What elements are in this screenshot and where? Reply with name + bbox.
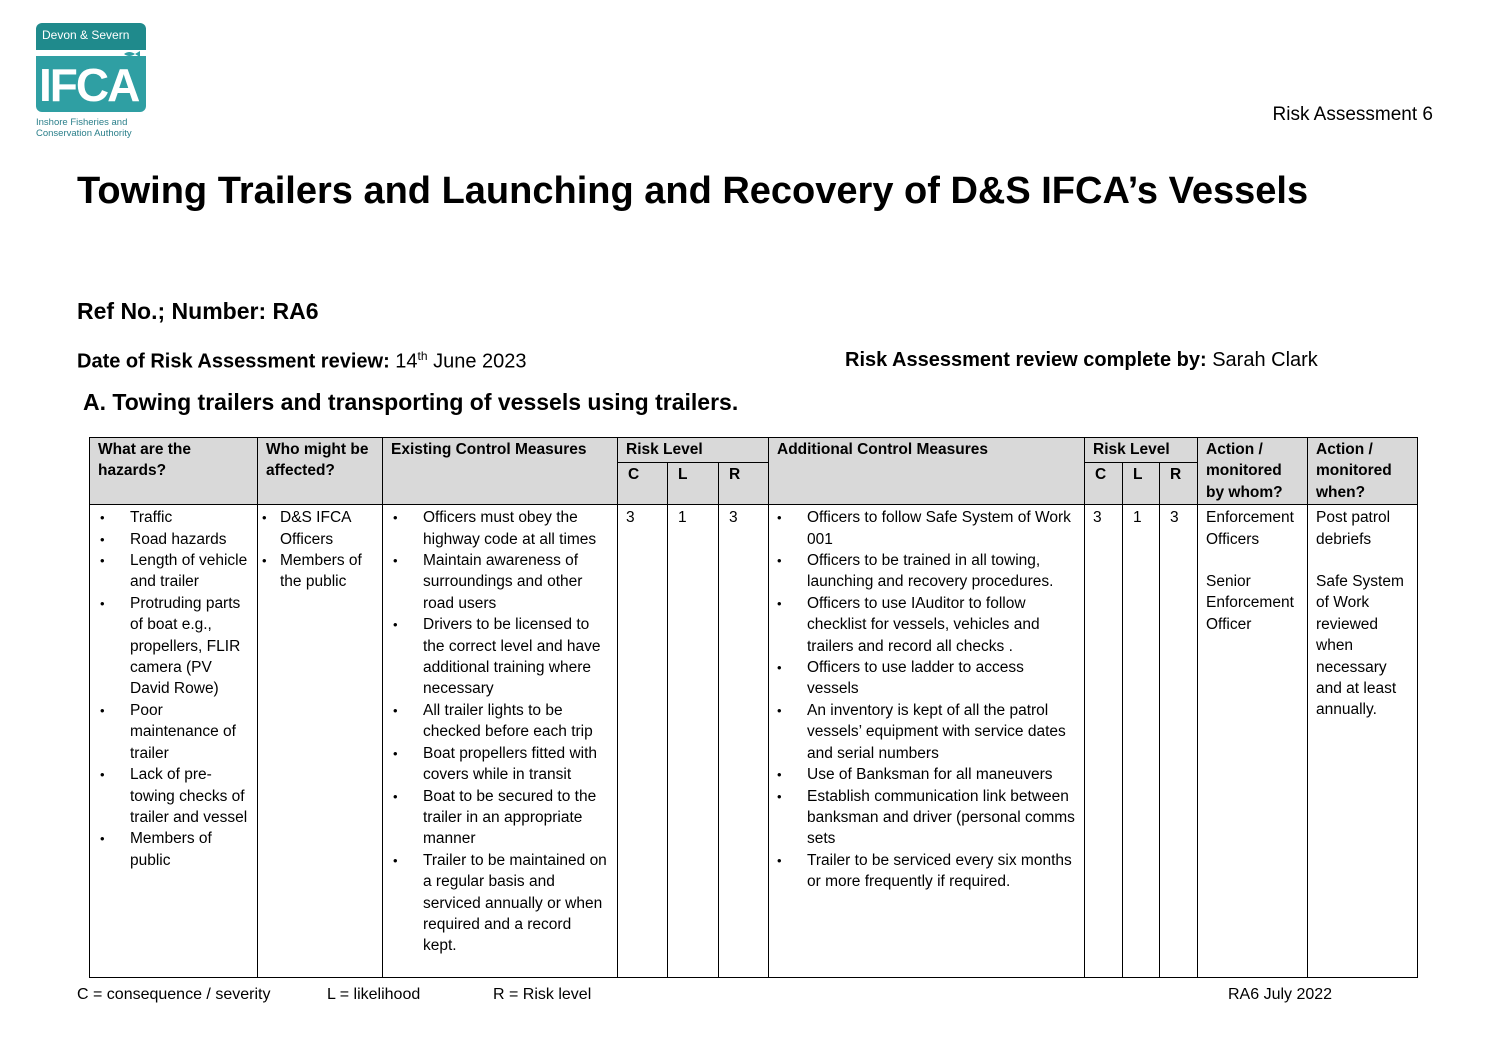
logo-main-text: IFCA <box>39 59 139 111</box>
risk-assessment-table <box>89 437 1418 978</box>
review-by-label: Risk Assessment review complete by: <box>845 349 1207 371</box>
footer-doc-ref: RA6 July 2022 <box>1228 986 1333 1003</box>
header-risk-level: Risk Level <box>618 438 769 463</box>
action-who-2: Senior Enforcement Officer <box>1206 573 1294 633</box>
logo-sub-line1: Inshore Fisheries and <box>36 117 128 128</box>
header-l-2: L <box>1123 462 1160 505</box>
additional-measures-list <box>775 507 1076 892</box>
review-date-rest: June 2023 <box>433 350 527 373</box>
review-by <box>845 349 1318 372</box>
cell-additional <box>769 505 1085 978</box>
header-l: L <box>668 462 719 505</box>
cell-risk1-r: 3 <box>719 505 769 978</box>
list-item: • Officers to use IAuditor to follow checklist for vessels, vehicles and trailers and record all checks . <box>775 593 1076 657</box>
header-affected: Who might be affected? <box>258 438 383 505</box>
review-date-day: 14 <box>395 350 418 373</box>
header-risk-level-2: Risk Level <box>1085 438 1198 463</box>
list-item: • Boat propellers fitted with covers while in transit <box>391 743 609 786</box>
list-item: • Lack of pre-towing checks of trailer and vessel <box>98 764 249 828</box>
list-item: • Establish communication link between banksman and driver (personal comms sets <box>775 786 1076 850</box>
existing-measures-list <box>391 507 609 957</box>
list-item: • All trailer lights to be checked before each trip <box>391 700 609 743</box>
action-who-1: Enforcement Officers <box>1206 509 1294 548</box>
header-action-who: Action / monitored by whom? <box>1198 438 1308 505</box>
action-when-1: Post patrol debriefs <box>1316 509 1391 548</box>
header-hazards: What are the hazards? <box>90 438 258 505</box>
logo-main <box>36 56 146 112</box>
list-item: • Officers to be trained in all towing, launching and recovery procedures. <box>775 550 1076 593</box>
cell-risk2-c: 3 <box>1085 505 1123 978</box>
list-item: • Members of the public <box>262 550 374 593</box>
logo-subtitle <box>36 117 156 139</box>
list-item: • Members of public <box>98 828 249 871</box>
logo-banner <box>36 23 146 50</box>
cell-action-who <box>1198 505 1308 978</box>
cell-risk1-l: 1 <box>668 505 719 978</box>
list-item: • Maintain awareness of surroundings and other road users <box>391 550 609 614</box>
document-header-ref: Risk Assessment 6 <box>1272 104 1433 125</box>
list-item: • An inventory is kept of all the patrol vessels’ equipment with service dates and serial numbers <box>775 700 1076 764</box>
hazard-list <box>98 507 249 871</box>
table-row <box>90 505 1418 978</box>
list-item: • Trailer to be maintained on a regular basis and serviced annually or when required and a record kept. <box>391 850 609 957</box>
review-date <box>77 349 527 374</box>
list-item: • Poor maintenance of trailer <box>98 700 249 764</box>
header-existing: Existing Control Measures <box>383 438 618 505</box>
affected-list <box>262 507 374 593</box>
cell-existing <box>383 505 618 978</box>
action-when-2: Safe System of Work reviewed when necessary and at least annually. <box>1316 573 1404 719</box>
review-date-label: Date of Risk Assessment review: <box>77 350 390 373</box>
section-title: A. Towing trailers and transporting of vessels using trailers. <box>83 389 739 415</box>
header-c: C <box>618 462 668 505</box>
list-item: • Drivers to be licensed to the correct level and have additional training where necessary <box>391 614 609 700</box>
header-r-2: R <box>1160 462 1198 505</box>
list-item: • Use of Banksman for all maneuvers <box>775 764 1076 785</box>
cell-action-when <box>1308 505 1418 978</box>
cell-affected <box>258 505 383 978</box>
logo-sub-line2: Conservation Authority <box>36 128 132 139</box>
cell-hazards <box>90 505 258 978</box>
ref-number: Ref No.; Number: RA6 <box>77 298 319 324</box>
footer-c-definition: C = consequence / severity <box>77 986 271 1003</box>
footer-r-definition: R = Risk level <box>493 986 592 1003</box>
review-date-suffix: th <box>417 349 428 363</box>
list-item: • Officers must obey the highway code at all times <box>391 507 609 550</box>
list-item: • Officers to use ladder to access vessels <box>775 657 1076 700</box>
header-action-when: Action / monitored when? <box>1308 438 1418 505</box>
cell-risk2-l: 1 <box>1123 505 1160 978</box>
header-r: R <box>719 462 769 505</box>
cell-risk2-r: 3 <box>1160 505 1198 978</box>
cell-risk1-c: 3 <box>618 505 668 978</box>
list-item: • Road hazards <box>98 529 249 550</box>
list-item: • Length of vehicle and trailer <box>98 550 249 593</box>
page-title: Towing Trailers and Launching and Recovery of D&S IFCA’s Vessels <box>77 170 1309 212</box>
list-item: • D&S IFCA Officers <box>262 507 374 550</box>
header-additional: Additional Control Measures <box>769 438 1085 505</box>
list-item: • Trailer to be serviced every six months or more frequently if required. <box>775 850 1076 893</box>
list-item: • Traffic <box>98 507 249 528</box>
footer-l-definition: L = likelihood <box>327 986 421 1003</box>
ifca-logo <box>33 23 145 145</box>
review-by-value: Sarah Clark <box>1212 349 1318 371</box>
list-item: • Boat to be secured to the trailer in an appropriate manner <box>391 786 609 850</box>
list-item: • Protruding parts of boat e.g., propellers, FLIR camera (PV David Rowe) <box>98 593 249 700</box>
logo-top-text: Devon & Severn <box>42 28 130 42</box>
list-item: • Officers to follow Safe System of Work 001 <box>775 507 1076 550</box>
header-c-2: C <box>1085 462 1123 505</box>
